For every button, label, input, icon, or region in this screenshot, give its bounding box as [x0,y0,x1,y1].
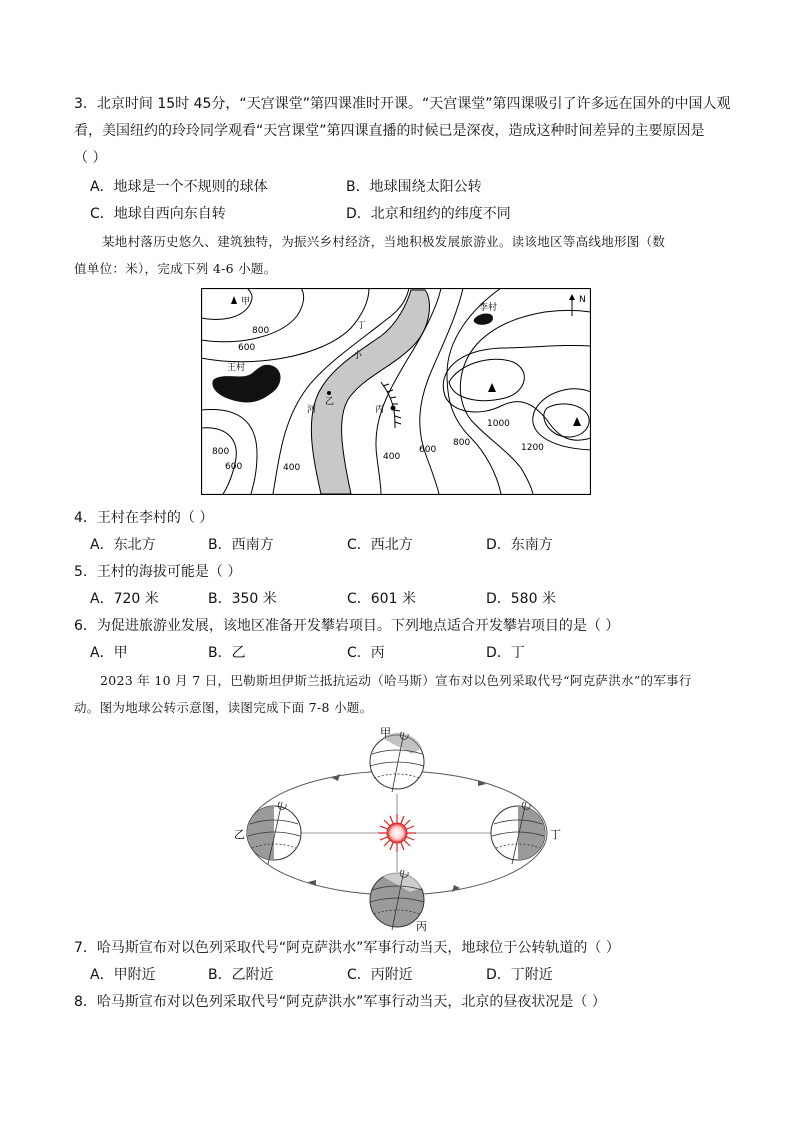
q6-option-a[interactable]: A．甲 [90,645,128,661]
contour-map [201,288,591,495]
label-xiao: 小 [353,351,363,361]
orbit-label-bing: 丙 [416,920,427,933]
label-licun: 李村 [479,303,498,313]
q3-option-a[interactable]: A．地球是一个不规则的球体 [90,179,268,195]
q4-option-c[interactable]: C．西北方 [347,537,413,553]
sun-icon [378,814,416,852]
q7-option-c[interactable]: C．丙附近 [347,967,413,983]
q5-option-c[interactable]: C．601 米 [347,591,416,607]
label-he: 河 [307,405,317,415]
contour-600-c: 600 [419,445,437,455]
north-label: N [579,295,586,305]
q6-option-d[interactable]: D．丁 [486,645,525,661]
earth-jia [370,732,424,792]
contour-800-a: 800 [252,326,270,336]
q3-option-c[interactable]: C．地球自西向东自转 [90,206,226,222]
q4-option-b[interactable]: B．西南方 [208,537,274,553]
intro-7-8-line2: 动。图为地球公转示意图，读图完成下面 7-8 小题。 [74,700,373,715]
q5-option-b[interactable]: B．350 米 [208,591,277,607]
contour-600-b: 600 [225,462,243,472]
q7-stem: 7．哈马斯宣布对以色列采取代号“阿克萨洪水”军事行动当天，地球位于公转轨道的（ ） [74,940,620,956]
point-bing [391,406,396,411]
q4-option-d[interactable]: D．东南方 [486,537,553,553]
q7-option-d[interactable]: D．丁附近 [486,967,553,983]
contour-800-c: 800 [453,438,471,448]
q6-option-c[interactable]: C．丙 [347,645,385,661]
label-yi: 乙 [325,397,335,407]
q5-stem: 5．王村的海拔可能是（ ） [74,564,242,580]
contour-1200: 1200 [521,443,544,453]
contour-600-a: 600 [238,343,256,353]
q3-option-b[interactable]: B．地球围绕太阳公转 [346,179,482,195]
contour-800-b: 800 [212,447,230,457]
orbit-label-jia: 甲 [380,726,391,739]
label-ding: 丁 [357,321,367,331]
contour-1000: 1000 [487,419,510,429]
q3-stem-line3: （ ） [74,150,107,166]
label-bing: 丙 [375,405,385,415]
label-jia: 甲 [241,297,251,307]
q4-option-a[interactable]: A．东北方 [90,537,156,553]
contour-400-a: 400 [283,463,301,473]
q3-option-d[interactable]: D．北京和纽约的纬度不同 [346,206,511,222]
q5-option-a[interactable]: A．720 米 [90,591,159,607]
q3-stem-line1: 3．北京时间 15时 45分，“天宫课堂”第四课准时开课。“天宫课堂”第四课吸引了许多远在国外的中国人观 [74,96,731,112]
q7-option-b[interactable]: B．乙附近 [208,967,274,983]
q4-stem: 4．王村在李村的（ ） [74,510,214,526]
intro-4-6-line2: 值单位：米），完成下列 4-6 小题。 [74,261,277,276]
earth-yi [247,802,301,864]
intro-7-8-line1: 2023 年 10 月 7 日，巴勒斯坦伊斯兰抵抗运动（哈马斯）宣布对以色列采取代号“阿克萨洪水”的军事行 [100,673,692,688]
orbit-label-yi: 乙 [234,828,245,841]
orbit-diagram [232,724,562,934]
point-yi [327,391,331,395]
q3-stem-line2: 看，美国纽约的玲玲同学观看“天宫课堂”第四课直播的时候已是深夜，造成这种时间差异的主要原因是 [74,123,705,139]
intro-4-6-line1: 某地村落历史悠久、建筑独特，为振兴乡村经济，当地积极发展旅游业。读该地区等高线地形图（数 [102,234,666,249]
orbit-label-ding: 丁 [550,828,561,841]
q8-stem: 8．哈马斯宣布对以色列采取代号“阿克萨洪水”军事行动当天，北京的昼夜状况是（ ） [74,994,606,1010]
label-wangcun: 王村 [227,363,246,373]
q6-stem: 6．为促进旅游业发展，该地区准备开发攀岩项目。下列地点适合开发攀岩项目的是（ ） [74,618,620,634]
q6-option-b[interactable]: B．乙 [208,645,246,661]
contour-400-b: 400 [383,452,401,462]
q5-option-d[interactable]: D．580 米 [486,591,556,607]
q7-option-a[interactable]: A．甲附近 [90,967,156,983]
